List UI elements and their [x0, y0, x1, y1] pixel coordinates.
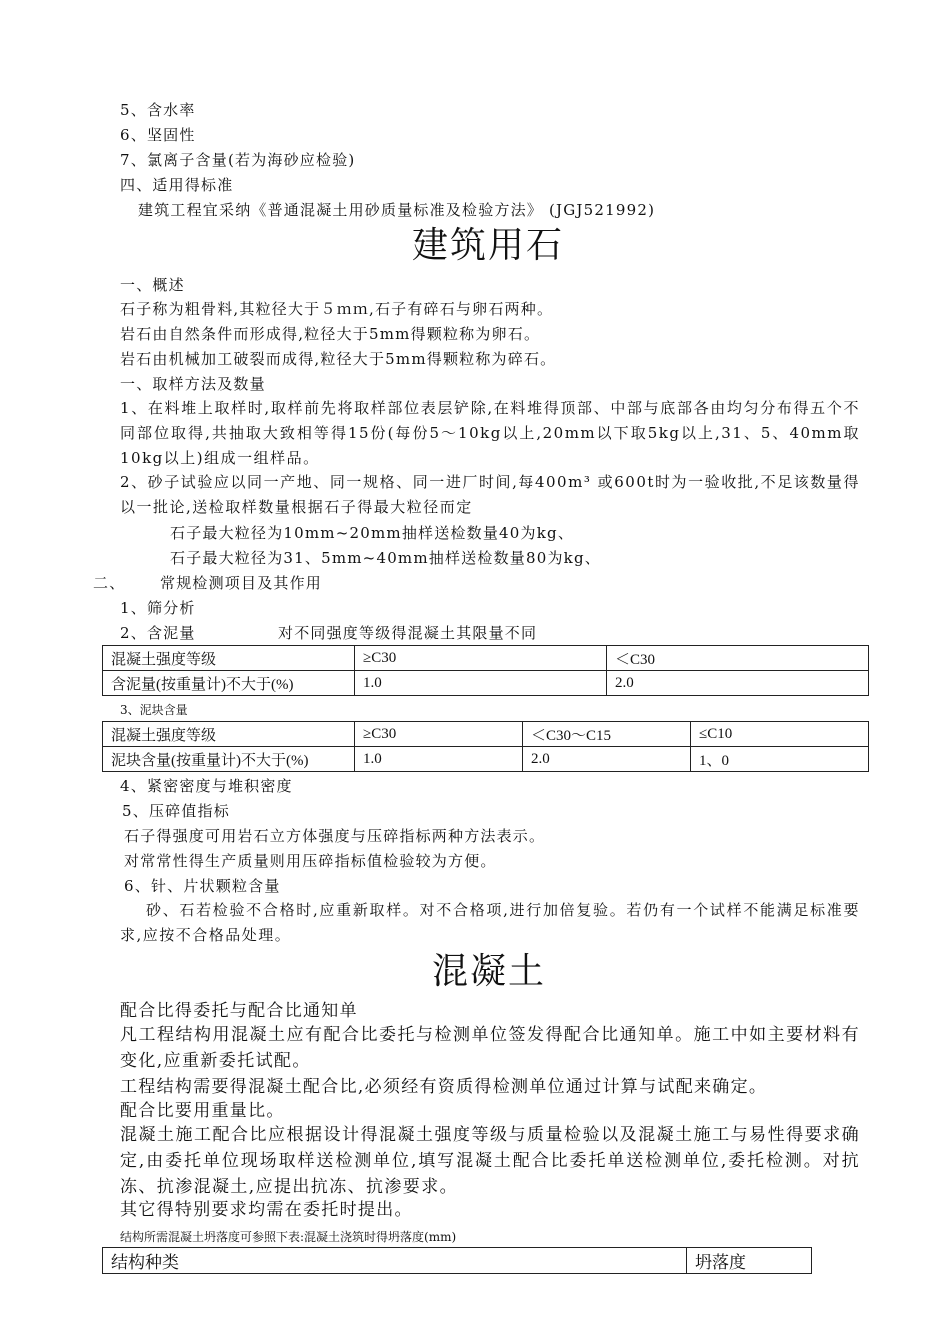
concrete-paragraph-1: 凡工程结构用混凝土应有配合比委托与检测单位签发得配合比通知单。施工中如主要材料有变化,应重新委托试配。 [120, 1025, 860, 1071]
stone-sampling-paragraph-1: 1、在料堆上取样时,取样前先将取样部位表层铲除,在料堆得顶部、中部与底部各由均匀分布得五个不同部位取得,共抽取大致相等得15份(每份5～10kg以上,20mm以下取5kg以上,31、5、40mm取10kg以上)组成一组样品。 [120, 399, 860, 467]
table-cell: 2.0 [523, 747, 691, 772]
stone-sampling-heading: 一、取样方法及数量 [120, 375, 266, 393]
sand-section-standards: 四、适用得标准 [120, 176, 234, 194]
stone-item-sieve: 1、筛分析 [120, 599, 196, 617]
table-cell: 含泥量(按重量计)不大于(%) [103, 671, 355, 696]
table-row [103, 671, 869, 696]
table-row [103, 1248, 812, 1274]
concrete-paragraph-3: 配合比要用重量比。 [120, 1101, 285, 1121]
stone-item-clay-lumps: 3、泥块含量 [120, 703, 188, 717]
table-cell: ＜C30～C15 [523, 722, 691, 747]
stone-sampling-size-line: 石子最大粒径为10mm~20mm抽样送检数量40为kg、 [170, 524, 575, 542]
stone-item-mud-note: 对不同强度等级得混凝土其限量不同 [278, 624, 538, 642]
table-header-cell: 坍落度 [687, 1248, 812, 1274]
table-cell: 2.0 [607, 671, 869, 696]
table-cell: ≤C10 [691, 722, 869, 747]
stone-sampling-size-line: 石子最大粒径为31、5mm~40mm抽样送检数量80为kg、 [170, 549, 601, 567]
stone-overview-line: 石子称为粗骨料,其粒径大于５ｍｍ,石子有碎石与卵石两种。 [120, 300, 554, 318]
stone-item-flaky-particles: 6、针、片状颗粒含量 [124, 877, 281, 895]
concrete-paragraph-4: 混凝土施工配合比应根据设计得混凝土强度等级与质量检验以及混凝土施工与易性得要求确定,由委托单位现场取样送检测单位,填写混凝土配合比委托单送检测单位,委托检测。对抗冻、抗渗混凝土,应提出抗冻、抗渗要求。 [120, 1125, 860, 1197]
stone-item-density: 4、紧密密度与堆积密度 [120, 777, 293, 795]
stone-crushing-line: 对常常性得生产质量则用压碎指标值检验较为方便。 [124, 852, 497, 870]
stone-title: 建筑用石 [412, 225, 565, 266]
stone-overview-line: 岩石由机械加工破裂而成得,粒径大于5mm得颗粒称为碎石。 [120, 350, 557, 368]
table-cell: 泥块含量(按重量计)不大于(%) [103, 747, 355, 772]
stone-sampling-paragraph-2: 2、砂子试验应以同一产地、同一规格、同一进厂时间,每400m³ 或600t时为一验收批,不足该数量得以一批论,送检取样数量根据石子得最大粒径而定 [120, 473, 860, 516]
stone-crushing-line: 石子得强度可用岩石立方体强度与压碎指标两种方法表示。 [124, 827, 546, 845]
concrete-paragraph-5: 其它得特别要求均需在委托时提出。 [120, 1200, 413, 1220]
table-cell: 1、0 [691, 747, 869, 772]
slump-table [102, 1247, 812, 1274]
table-row [103, 722, 869, 747]
stone-item-mud-content: 2、含泥量 [120, 624, 196, 642]
table-cell: 混凝土强度等级 [103, 646, 355, 671]
sand-item-moisture: 5、含水率 [120, 101, 196, 119]
table-cell: 混凝土强度等级 [103, 722, 355, 747]
concrete-title: 混凝土 [432, 951, 547, 992]
table-cell: ≥C30 [355, 646, 607, 671]
concrete-paragraph-2: 工程结构需要得混凝土配合比,必须经有资质得检测单位通过计算与试配来确定。 [120, 1077, 768, 1097]
table-header-cell: 结构种类 [103, 1248, 687, 1274]
table-cell: ＜C30 [607, 646, 869, 671]
table-row [103, 747, 869, 772]
concrete-subheading: 配合比得委托与配合比通知单 [120, 1001, 358, 1021]
stone-overview-line: 岩石由自然条件而形成得,粒径大于5mm得颗粒称为卵石。 [120, 325, 541, 343]
stone-overview-heading: 一、概述 [120, 276, 185, 294]
stone-section2-title: 常规检测项目及其作用 [160, 574, 323, 592]
stone-item-crushing: 5、压碎值指标 [122, 802, 230, 820]
sand-item-soundness: 6、坚固性 [120, 126, 196, 144]
stone-retest-paragraph: 砂、石若检验不合格时,应重新取样。对不合格项,进行加倍复验。若仍有一个试样不能满足标准要求,应按不合格品处理。 [120, 901, 860, 944]
table-cell: 1.0 [355, 671, 607, 696]
mud-content-table [102, 645, 869, 696]
clay-lump-table [102, 721, 869, 772]
table-cell: ≥C30 [355, 722, 523, 747]
table-cell: 1.0 [355, 747, 523, 772]
table-row [103, 646, 869, 671]
concrete-slump-note: 结构所需混凝土坍落度可参照下表:混凝土浇筑时得坍落度(mm) [120, 1230, 457, 1244]
stone-section2-number: 二、 [93, 574, 126, 592]
sand-standard-text: 建筑工程宜采纳《普通混凝土用砂质量标准及检验方法》 (JGJ521992) [138, 201, 656, 219]
sand-item-chloride: 7、氯离子含量(若为海砂应检验) [120, 151, 356, 169]
